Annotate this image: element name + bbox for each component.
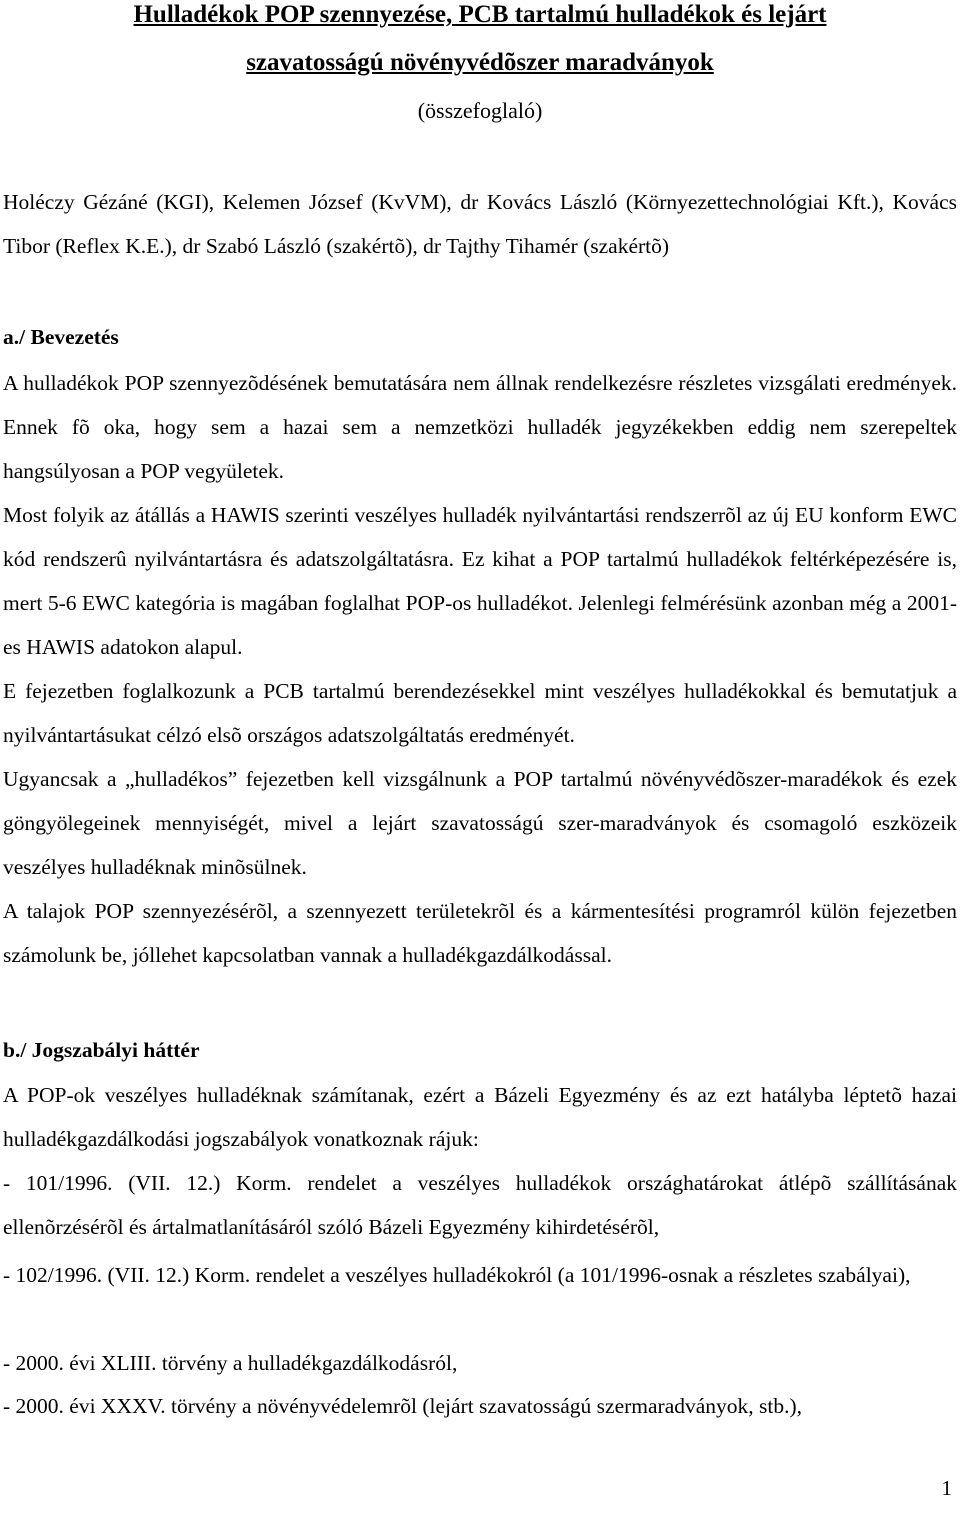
document-title-line-2: szavatosságú növényvédõszer maradványok <box>246 49 714 76</box>
section-a-paragraph-5: A talajok POP szennyezésérõl, a szennyezett területekrõl és a kármentesítési programról külön fejezetben számolunk be, jóllehet kapcsolatban vannak a hulladékgazdálkodással. <box>3 899 957 967</box>
section-b-intro: A POP-ok veszélyes hulladéknak számítanak, ezért a Bázeli Egyezmény és az ezt hatályba léptetõ hazai hulladékgazdálkodási jogszabályok vonatkoznak rájuk: <box>3 1083 957 1151</box>
section-a-paragraph-4: Ugyancsak a „hulladékos” fejezetben kell vizsgálnunk a POP tartalmú növényvédõszer-maradékok és ezek göngyölegeinek mennyiségét, mivel a lejárt szavatosságú szer-maradványok és csomagoló eszközeik veszélyes hulladéknak minõsülnek. <box>3 767 957 879</box>
authors-paragraph: Holéczy Gézáné (KGI), Kelemen József (KvVM), dr Kovács László (Környezettechnológiai Kft.), Kovács Tibor (Reflex K.E.), dr Szabó László (szakértõ), dr Tajthy Tihamér (szakértõ) <box>3 190 957 258</box>
section-b-item-3: - 2000. évi XLIII. törvény a hulladékgazdálkodásról, <box>3 1351 458 1375</box>
section-a-paragraph-2: Most folyik az átállás a HAWIS szerinti veszélyes hulladék nyilvántartási rendszerrõl az új EU konform EWC kód rendszerû nyilvántartásra és adatszolgáltatásra. Ez kihat a POP tartalmú hulladékok feltérképezésére is, mert 5-6 EWC kategória is magában foglalhat POP-os hulladékot. Jelenlegi felmérésünk azonban még a 2001-es HAWIS adatokon alapul. <box>3 503 957 659</box>
section-b-item-1: - 101/1996. (VII. 12.) Korm. rendelet a veszélyes hulladékok országhatárokat átlépõ szállításának ellenõrzésérõl és ártalmatlanításáról szóló Bázeli Egyezmény kihirdetésérõl, <box>3 1171 957 1239</box>
section-a-paragraph-3: E fejezetben foglalkozunk a PCB tartalmú berendezésekkel mint veszélyes hulladékokkal és bemutatjuk a nyilvántartásukat célzó elsõ országos adatszolgáltatás eredményét. <box>3 679 957 747</box>
section-b-item-4: - 2000. évi XXXV. törvény a növényvédelemrõl (lejárt szavatosságú szermaradványok, stb.), <box>3 1394 803 1418</box>
section-a-heading: a./ Bevezetés <box>3 325 119 349</box>
section-a-paragraph-1: A hulladékok POP szennyezõdésének bemutatására nem állnak rendelkezésre részletes vizsgálati eredmények. Ennek fõ oka, hogy sem a hazai sem a nemzetközi hulladék jegyzékekben eddig nem szerepeltek hangsúlyosan a POP vegyületek. <box>3 371 957 483</box>
section-b-item-2: - 102/1996. (VII. 12.) Korm. rendelet a veszélyes hulladékokról (a 101/1996-osnak a részletes szabályai), <box>3 1263 911 1287</box>
section-b-heading: b./ Jogszabályi háttér <box>3 1038 200 1062</box>
page-number: 1 <box>941 1476 952 1500</box>
document-title-line-1: Hulladékok POP szennyezése, PCB tartalmú hulladékok és lejárt <box>133 1 827 28</box>
document-subtitle: (összefoglaló) <box>417 98 543 123</box>
